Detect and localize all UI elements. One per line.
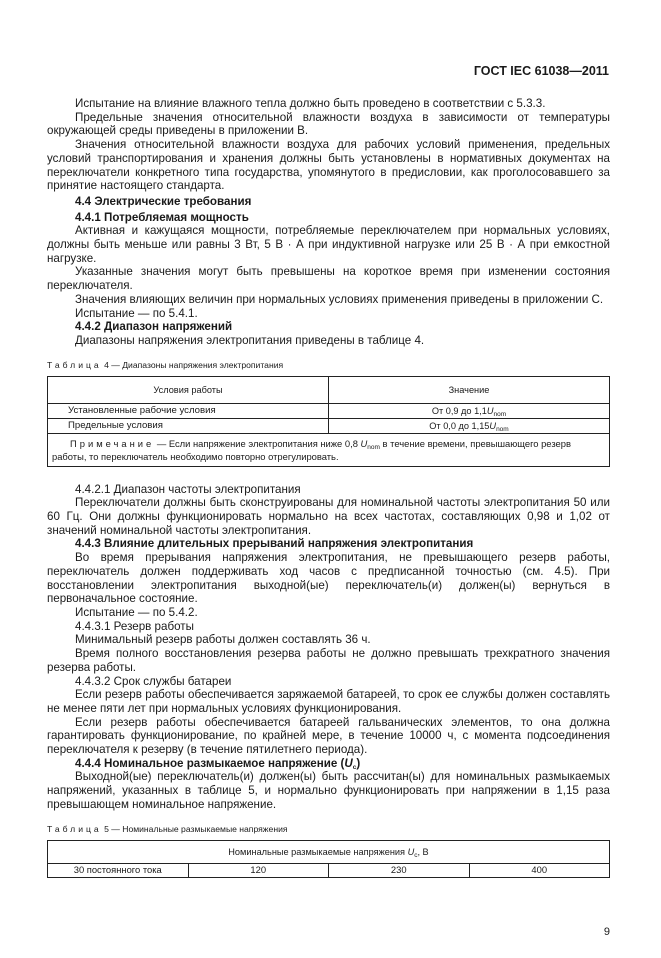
heading-4-4-4: 4.4.4 Номинальное размыкаемое напряжение $(U_c)$ (75, 756, 361, 771)
table-5-caption (47, 824, 610, 835)
cell-condition: Установленные рабочие условия (48, 403, 329, 418)
paragraph: Значения влияющих величин при нормальных условиях применения приведены в приложении С. (75, 292, 604, 306)
cell-value: От 0,9 до $1,1U_{nom}$ (329, 403, 610, 418)
cell-value: 400 (469, 863, 610, 877)
caption-label: Таблица (47, 359, 102, 370)
caption-text: 5 — Номинальные размыкаемые напряжения (101, 823, 288, 834)
paragraph: Активная и кажущаяся мощности, потребляемые переключателем при нормальных условиях, должны быть меньше или равны 3 Вт, 5 В · А при индуктивной нагрузке или 25 В · А при емкостной нагрузке. (47, 224, 610, 265)
subheading-4-4-3-1: 4.4.3.1 Резерв работы (75, 619, 194, 633)
section-4-4-2-1-to-4-4-4 (47, 483, 610, 812)
paragraph: Предельные значения относительной влажности воздуха в зависимости от температуры окружающей среды приведены в приложении В. (47, 110, 610, 138)
section-4-3-end-4-4 (47, 97, 610, 348)
cell-value: 120 (188, 863, 329, 877)
table-4 (47, 376, 610, 467)
table-header-row (48, 376, 610, 403)
paragraph: Диапазоны напряжения электропитания приведены в таблице 4. (75, 333, 425, 347)
heading-4-4-2: 4.4.2 Диапазон напряжений (75, 320, 233, 334)
table-header-row (48, 840, 610, 863)
cell-value: 30 постоянного тока (48, 863, 189, 877)
paragraph: Если резерв работы обеспечивается батареей гальванических элементов, то она должна гарантировать функционирование, по крайней мере, в течение 10000 ч, с момента подсоединения переключателя к резерву (в течение пятилетнего периода). (47, 715, 610, 757)
page-body (47, 97, 610, 958)
cell-condition: Предельные условия (48, 418, 329, 433)
paragraph: Испытание — по 5.4.2. (75, 605, 198, 619)
table-4-caption (47, 360, 610, 371)
table-note: Примечание — Если напряжение электропитания ниже 0,8 $U_{nom}$ в течение времени, превышающего резерв работы, то переключатель необходимо повторно отрегулировать. (48, 433, 610, 466)
paragraph: Переключатели должны быть сконструированы для номинальной частоты электропитания 50 или 60 Гц. Они должны функционировать нормально на всех частотах, составляющих 0,98 и 1,02 от значений номинальной частоты электропитания. (47, 496, 610, 537)
paragraph: Испытание — по 5.4.1. (75, 306, 198, 320)
cell-value: От 0,0 до $1,15U_{nom}$ (329, 418, 610, 433)
table-note-row (48, 433, 610, 466)
paragraph: Указанные значения могут быть превышены на короткое время при изменении состояния переключателя. (47, 265, 610, 293)
table-row (48, 418, 610, 433)
heading-4-4-1: 4.4.1 Потребляемая мощность (75, 210, 249, 224)
table-row (48, 863, 610, 877)
table-5 (47, 840, 610, 878)
caption-text: 4 — Диапазоны напряжения электропитания (101, 359, 284, 370)
paragraph: Если резерв работы обеспечивается заряжаемой батареей, то срок ее службы должен составлять не менее пяти лет при нормальных условиях функционирования. (47, 688, 610, 715)
table-row (48, 403, 610, 418)
heading-4-4: 4.4 Электрические требования (75, 194, 252, 208)
subheading-4-4-3-2: 4.4.3.2 Срок службы батареи (75, 674, 232, 688)
paragraph: Во время прерывания напряжения электропитания, не превышающего резерв работы, переключатель должен поддерживать ход часов с предписанной точностью (см. 4.5). При восстановлении электропитания выходной(ые) переключатель(и) должен(ы) вернуться в первоначальное состояние. (47, 551, 610, 606)
column-header: Условия работы (48, 376, 329, 403)
paragraph: Время полного восстановления резерва работы не должно превышать трехкратного значения резерва работы. (47, 647, 610, 674)
column-header: Номинальные размыкаемые напряжения $U_c$, В (48, 840, 610, 863)
page-number: 9 (603, 925, 610, 938)
paragraph: Значения относительной влажности воздуха для рабочих условий применения, предельных условий транспортирования и хранения должны быть установлены в нормативных документах на переключатели конкретного типа государства, упомянутого в предисловии, как проголосовавшего за принятие настоящего стандарта. (47, 138, 610, 193)
column-header: Значение (329, 376, 610, 403)
paragraph: Испытание на влияние влажного тепла должно быть проведено в соответствии с 5.3.3. (75, 97, 546, 110)
caption-label: Таблица (47, 823, 102, 834)
cell-value: 230 (329, 863, 470, 877)
paragraph: Минимальный резерв работы должен составлять 36 ч. (75, 633, 371, 647)
document-header: ГОСТ IEC 61038—2011 (473, 64, 609, 78)
paragraph: Выходной(ые) переключатель(и) должен(ы) быть рассчитан(ы) для номинальных размыкаемых напряжений, указанных в таблице 5, и нормально функционировать при напряжении в 1,15 раза превышающем номинальное напряжение. (47, 770, 610, 811)
heading-4-4-3: 4.4.3 Влияние длительных прерываний напряжения электропитания (75, 537, 474, 551)
subheading-4-4-2-1: 4.4.2.1 Диапазон частоты электропитания (75, 482, 301, 496)
